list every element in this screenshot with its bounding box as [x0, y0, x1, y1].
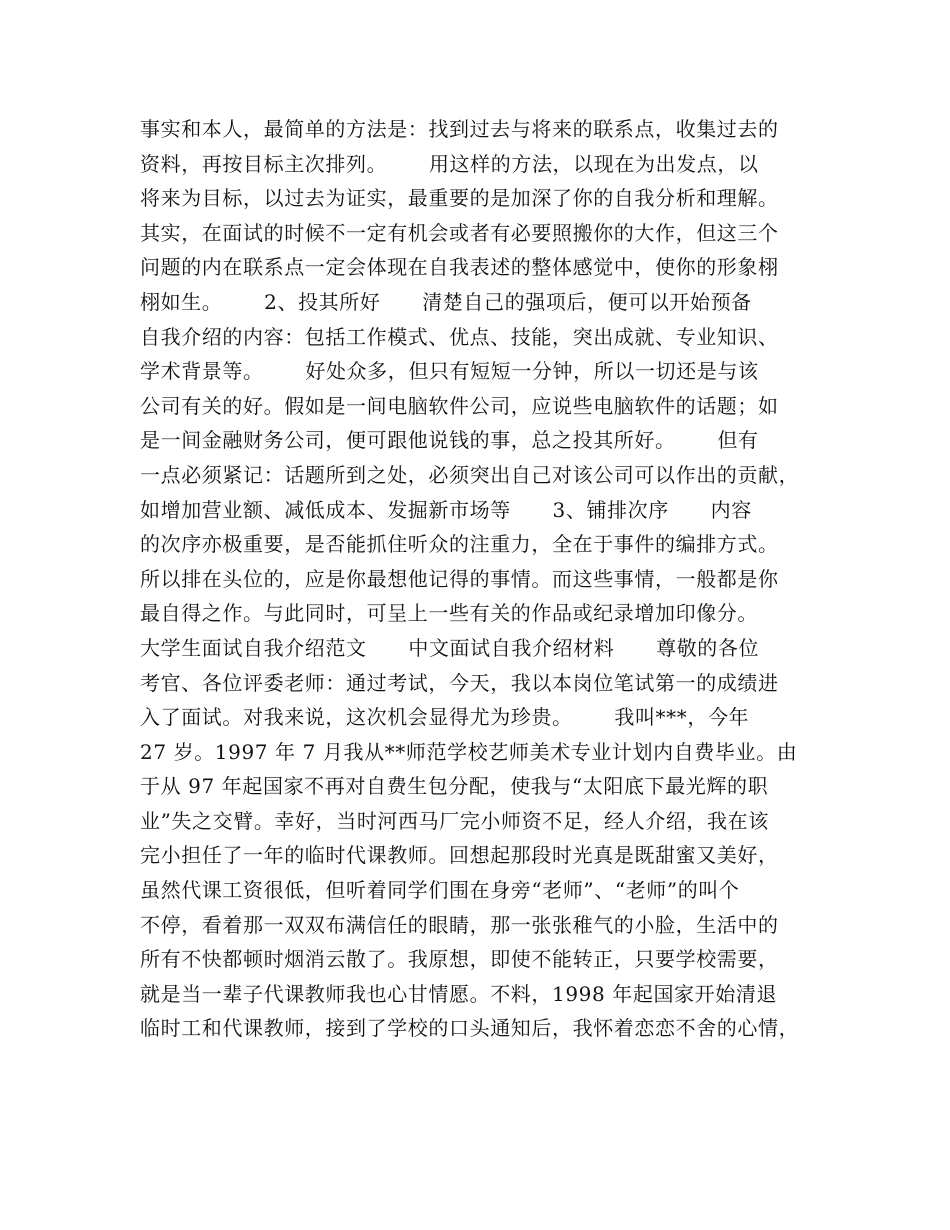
text-line: 大学生面试自我介绍范文 中文面试自我介绍材料 尊敬的各位 — [140, 635, 760, 660]
text-line: 自我介绍的内容：包括工作模式、优点、技能，突出成就、专业知识、 — [140, 324, 779, 349]
text-line: 一点必须紧记：话题所到之处，必须突出自己对该公司可以作出的贡献， — [140, 462, 800, 487]
text-line: 业”失之交臂。幸好，当时河西马厂完小师资不足，经人介绍，我在该 — [140, 808, 769, 833]
text-line: 就是当一辈子代课教师我也心甘情愿。不料，1998 年起国家开始清退 — [140, 981, 778, 1006]
text-line: 不停，看着那一双双布满信任的眼睛，那一张张稚气的小脸，生活中的 — [140, 912, 779, 937]
text-line: 虽然代课工资很低，但听着同学们围在身旁“老师”、“老师”的叫个 — [140, 878, 740, 903]
text-line: 完小担任了一年的临时代课教师。回想起那段时光真是既甜蜜又美好， — [140, 843, 779, 868]
text-line: 最自得之作。与此同时，可呈上一些有关的作品或纪录增加印像分。 — [140, 601, 758, 626]
text-line: 栩如生。 2、投其所好 清楚自己的强项后，便可以开始预备 — [140, 289, 752, 314]
text-line: 所以排在头位的，应是你最想他记得的事情。而这些事情，一般都是你 — [140, 566, 779, 591]
text-line: 是一间金融财务公司，便可跟他说钱的事，总之投其所好。 但有 — [140, 428, 759, 453]
text-line: 于从 97 年起国家不再对自费生包分配，使我与“太阳底下最光辉的职 — [140, 774, 769, 799]
text-line: 入了面试。对我来说，这次机会显得尤为珍贵。 我叫***，今年 — [140, 705, 750, 730]
text-line: 事实和本人，最简单的方法是：找到过去与将来的联系点，收集过去的 — [140, 117, 779, 141]
text-line: 临时工和代课教师，接到了学校的口头通知后，我怀着恋恋不舍的心情， — [140, 1016, 800, 1041]
document-body — [140, 112, 830, 1046]
text-line: 将来为目标，以过去为证实，最重要的是加深了你的自我分析和理解。 — [140, 186, 779, 211]
text-line: 考官、各位评委老师：通过考试，今天，我以本岗位笔试第一的成绩进 — [140, 670, 779, 695]
text-line: 资料，再按目标主次排列。 用这样的方法，以现在为出发点，以 — [140, 151, 759, 176]
text-line: 其实，在面试的时候不一定有机会或者有必要照搬你的大作，但这三个 — [140, 220, 779, 245]
text-line: 问题的内在联系点一定会体现在自我表述的整体感觉中，使你的形象栩 — [140, 255, 779, 280]
text-line: 学术背景等。 好处众多，但只有短短一分钟，所以一切还是与该 — [140, 359, 759, 384]
text-line: 27 岁。1997 年 7 月我从**师范学校艺师美术专业计划内自费毕业。由 — [140, 739, 798, 764]
text-line: 如增加营业额、减低成本、发掘新市场等 3、铺排次序 内容 — [140, 497, 752, 522]
text-line: 公司有关的好。假如是一间电脑软件公司，应说些电脑软件的话题；如 — [140, 393, 779, 418]
text-line: 所有不快都顿时烟消云散了。我原想，即使不能转正，只要学校需要， — [140, 947, 779, 972]
text-line: 的次序亦极重要，是否能抓住听众的注重力，全在于事件的编排方式。 — [140, 532, 779, 557]
